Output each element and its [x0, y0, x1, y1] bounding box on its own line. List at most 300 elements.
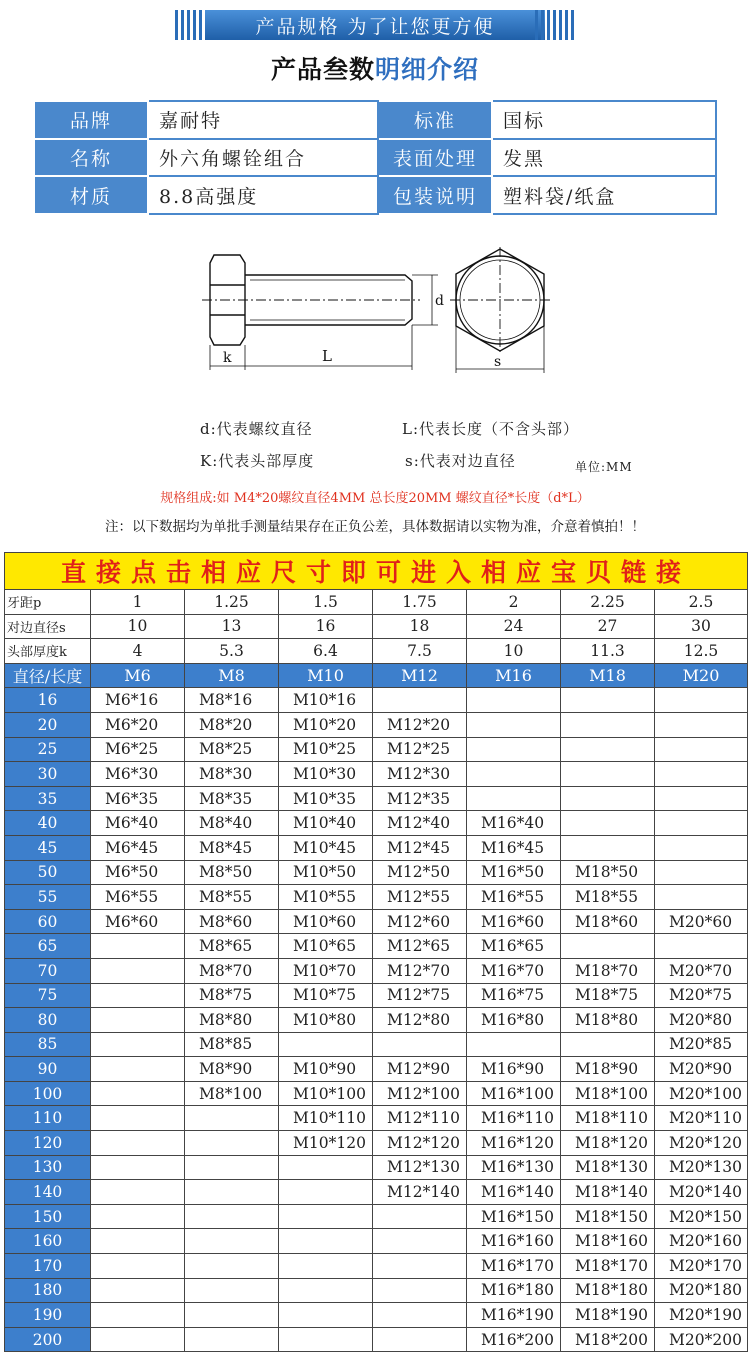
table-row — [5, 1254, 748, 1279]
head-height-value: 12.5 — [655, 639, 748, 664]
size-link-cell[interactable]: M20*85 — [655, 1032, 748, 1057]
size-link-cell[interactable]: M18*180 — [561, 1278, 655, 1303]
length-cell: 45 — [5, 835, 91, 860]
head-height-value: 10 — [467, 639, 561, 664]
across-flats-value: 30 — [655, 614, 748, 639]
head-height-label: 头部厚度k — [5, 639, 91, 664]
empty-cell — [561, 1032, 655, 1057]
table-row — [5, 737, 748, 762]
size-link-cell[interactable]: M8*80 — [185, 1008, 279, 1033]
pitch-value: 2.25 — [561, 590, 655, 615]
size-link-cell[interactable]: M6*25 — [91, 737, 185, 762]
empty-cell — [373, 1303, 467, 1328]
pitch-label: 牙距p — [5, 590, 91, 615]
spec-value: 8.8高强度 — [148, 176, 378, 214]
pitch-value: 1.5 — [279, 590, 373, 615]
title-part1: 产品叁数 — [270, 55, 375, 84]
across-flats-value: 13 — [185, 614, 279, 639]
size-link-cell[interactable]: M12*30 — [373, 762, 467, 787]
diameter-header[interactable]: M6 — [91, 663, 185, 688]
empty-cell — [467, 786, 561, 811]
size-link-cell[interactable]: M10*40 — [279, 811, 373, 836]
size-link-cell[interactable]: M12*20 — [373, 712, 467, 737]
length-cell: 75 — [5, 983, 91, 1008]
size-link-cell[interactable]: M10*30 — [279, 762, 373, 787]
size-link-cell[interactable]: M6*60 — [91, 909, 185, 934]
empty-cell — [561, 811, 655, 836]
size-link-cell[interactable]: M12*130 — [373, 1155, 467, 1180]
spec-format-note: 规格组成:如 M4*20螺纹直径4MM 总长度20MM 螺纹直径*长度（d*L） — [160, 491, 590, 506]
size-link-cell[interactable]: M12*65 — [373, 934, 467, 959]
empty-cell — [655, 885, 748, 910]
length-cell: 130 — [5, 1155, 91, 1180]
spec-value: 塑料袋/纸盒 — [492, 176, 716, 214]
table-row — [5, 1204, 748, 1229]
diameter-header[interactable]: M16 — [467, 663, 561, 688]
empty-cell — [279, 1204, 373, 1229]
across-flats-value: 27 — [561, 614, 655, 639]
size-link-cell[interactable]: M12*60 — [373, 909, 467, 934]
pitch-value: 2.5 — [655, 590, 748, 615]
size-link-cell[interactable]: M10*75 — [279, 983, 373, 1008]
length-cell: 100 — [5, 1081, 91, 1106]
empty-cell — [655, 786, 748, 811]
spec-value: 外六角螺铨组合 — [148, 139, 378, 177]
table-row — [5, 786, 748, 811]
table-row — [5, 934, 748, 959]
diameter-header[interactable]: M8 — [185, 663, 279, 688]
empty-cell — [561, 835, 655, 860]
size-link-cell[interactable]: M20*90 — [655, 1057, 748, 1082]
size-link-cell[interactable]: M18*130 — [561, 1155, 655, 1180]
size-link-cell[interactable]: M16*130 — [467, 1155, 561, 1180]
title-part2: 明细介绍 — [375, 55, 480, 84]
length-cell: 65 — [5, 934, 91, 959]
label-L: L — [322, 347, 332, 365]
length-cell: 120 — [5, 1131, 91, 1156]
head-height-value: 6.4 — [279, 639, 373, 664]
size-link-cell[interactable]: M18*200 — [561, 1327, 655, 1352]
size-link-cell[interactable]: M12*45 — [373, 835, 467, 860]
length-cell: 20 — [5, 712, 91, 737]
table-row — [5, 1057, 748, 1082]
size-link-cell[interactable]: M8*50 — [185, 860, 279, 885]
spec-key: 名称 — [34, 139, 148, 177]
size-link-cell[interactable]: M8*35 — [185, 786, 279, 811]
table-row — [5, 983, 748, 1008]
size-link-cell[interactable]: M6*35 — [91, 786, 185, 811]
size-link-cell[interactable]: M12*110 — [373, 1106, 467, 1131]
across-flats-value: 16 — [279, 614, 373, 639]
table-row — [5, 1081, 748, 1106]
pitch-value: 1.75 — [373, 590, 467, 615]
table-row — [5, 1303, 748, 1328]
table-row — [5, 909, 748, 934]
size-link-cell[interactable]: M20*160 — [655, 1229, 748, 1254]
empty-cell — [185, 1303, 279, 1328]
size-link-cell[interactable]: M12*25 — [373, 737, 467, 762]
page-title — [0, 50, 750, 86]
size-link-cell[interactable]: M6*55 — [91, 885, 185, 910]
size-link-cell[interactable]: M8*16 — [185, 688, 279, 713]
bolt-diagram — [200, 245, 560, 375]
table-row — [5, 811, 748, 836]
head-height-value: 4 — [91, 639, 185, 664]
size-link-cell[interactable]: M16*45 — [467, 835, 561, 860]
pitch-row — [5, 590, 748, 615]
spec-key: 表面处理 — [378, 139, 492, 177]
spec-key: 材质 — [34, 176, 148, 214]
size-link-cell[interactable]: M16*60 — [467, 909, 561, 934]
empty-cell — [373, 1204, 467, 1229]
empty-cell — [655, 934, 748, 959]
size-link-cell[interactable]: M6*40 — [91, 811, 185, 836]
table-header-text: 直接点击相应尺寸即可进入相应宝贝链接 — [5, 553, 748, 590]
size-link-cell[interactable]: M20*200 — [655, 1327, 748, 1352]
size-link-cell[interactable]: M12*40 — [373, 811, 467, 836]
spec-key: 包装说明 — [378, 176, 492, 214]
size-link-cell[interactable]: M16*75 — [467, 983, 561, 1008]
size-link-cell[interactable]: M16*80 — [467, 1008, 561, 1033]
size-link-cell[interactable]: M16*200 — [467, 1327, 561, 1352]
size-link-cell[interactable]: M10*90 — [279, 1057, 373, 1082]
empty-cell — [279, 1327, 373, 1352]
length-cell: 200 — [5, 1327, 91, 1352]
size-link-cell[interactable]: M16*190 — [467, 1303, 561, 1328]
size-link-cell[interactable]: M8*100 — [185, 1081, 279, 1106]
table-row — [5, 688, 748, 713]
empty-cell — [279, 1303, 373, 1328]
empty-cell — [185, 1278, 279, 1303]
empty-cell — [91, 1254, 185, 1279]
empty-cell — [91, 983, 185, 1008]
size-link-cell[interactable]: M8*55 — [185, 885, 279, 910]
legend-L: L:代表长度（不含头部） — [402, 420, 580, 438]
size-link-cell[interactable]: M6*20 — [91, 712, 185, 737]
size-link-cell[interactable]: M12*50 — [373, 860, 467, 885]
length-cell: 40 — [5, 811, 91, 836]
empty-cell — [373, 1229, 467, 1254]
size-link-cell[interactable]: M10*55 — [279, 885, 373, 910]
empty-cell — [655, 737, 748, 762]
size-link-cell[interactable]: M8*75 — [185, 983, 279, 1008]
size-link-cell[interactable]: M12*80 — [373, 1008, 467, 1033]
empty-cell — [185, 1327, 279, 1352]
length-cell: 80 — [5, 1008, 91, 1033]
size-link-cell[interactable]: M10*80 — [279, 1008, 373, 1033]
size-link-cell[interactable]: M10*65 — [279, 934, 373, 959]
size-link-cell[interactable]: M20*100 — [655, 1081, 748, 1106]
empty-cell — [185, 1229, 279, 1254]
table-row — [5, 762, 748, 787]
diameter-row — [5, 663, 748, 688]
size-link-cell[interactable]: M20*75 — [655, 983, 748, 1008]
empty-cell — [91, 934, 185, 959]
size-link-cell[interactable]: M10*120 — [279, 1131, 373, 1156]
banner-text: 产品规格 为了让您更方便 — [255, 15, 495, 38]
size-link-cell[interactable]: M18*75 — [561, 983, 655, 1008]
across-flats-value: 24 — [467, 614, 561, 639]
pitch-value: 2 — [467, 590, 561, 615]
size-link-cell[interactable]: M6*30 — [91, 762, 185, 787]
diameter-length-label: 直径/长度 — [5, 663, 91, 688]
size-link-cell[interactable]: M16*170 — [467, 1254, 561, 1279]
length-cell: 190 — [5, 1303, 91, 1328]
size-link-cell[interactable]: M18*190 — [561, 1303, 655, 1328]
size-link-cell[interactable]: M18*70 — [561, 958, 655, 983]
empty-cell — [91, 1229, 185, 1254]
empty-cell — [561, 934, 655, 959]
empty-cell — [655, 835, 748, 860]
empty-cell — [373, 1278, 467, 1303]
size-link-cell[interactable]: M8*90 — [185, 1057, 279, 1082]
head-height-value: 5.3 — [185, 639, 279, 664]
across-flats-value: 10 — [91, 614, 185, 639]
empty-cell — [467, 762, 561, 787]
size-link-cell[interactable]: M12*140 — [373, 1180, 467, 1205]
empty-cell — [279, 1180, 373, 1205]
size-link-cell[interactable]: M16*160 — [467, 1229, 561, 1254]
empty-cell — [561, 762, 655, 787]
size-link-cell[interactable]: M18*100 — [561, 1081, 655, 1106]
size-link-cell[interactable]: M18*90 — [561, 1057, 655, 1082]
empty-cell — [561, 786, 655, 811]
size-link-cell[interactable]: M10*25 — [279, 737, 373, 762]
size-link-cell[interactable]: M8*60 — [185, 909, 279, 934]
size-link-cell[interactable]: M6*45 — [91, 835, 185, 860]
empty-cell — [185, 1131, 279, 1156]
size-link-cell[interactable]: M18*150 — [561, 1204, 655, 1229]
size-link-cell[interactable]: M10*60 — [279, 909, 373, 934]
size-link-cell[interactable]: M16*100 — [467, 1081, 561, 1106]
diameter-header[interactable]: M18 — [561, 663, 655, 688]
empty-cell — [279, 1229, 373, 1254]
size-link-cell[interactable]: M16*150 — [467, 1204, 561, 1229]
legend-s: s:代表对边直径 — [405, 452, 516, 470]
size-link-cell[interactable]: M18*170 — [561, 1254, 655, 1279]
size-link-cell[interactable]: M12*90 — [373, 1057, 467, 1082]
size-link-cell[interactable]: M8*70 — [185, 958, 279, 983]
diameter-header[interactable]: M10 — [279, 663, 373, 688]
length-cell: 150 — [5, 1204, 91, 1229]
table-row — [5, 860, 748, 885]
empty-cell — [655, 860, 748, 885]
top-banner — [175, 8, 575, 42]
size-link-cell[interactable]: M6*16 — [91, 688, 185, 713]
length-cell: 35 — [5, 786, 91, 811]
size-link-cell[interactable]: M10*50 — [279, 860, 373, 885]
empty-cell — [373, 1327, 467, 1352]
pitch-value: 1.25 — [185, 590, 279, 615]
tolerance-note: 注：以下数据均为单批手测量结果存在正负公差，具体数据请以实物为准，介意着慎拍！！ — [105, 519, 645, 535]
size-link-cell[interactable]: M20*110 — [655, 1106, 748, 1131]
table-row — [5, 1032, 748, 1057]
size-link-cell[interactable]: M18*80 — [561, 1008, 655, 1033]
length-cell: 50 — [5, 860, 91, 885]
size-link-cell[interactable]: M10*100 — [279, 1081, 373, 1106]
size-link-cell[interactable]: M12*35 — [373, 786, 467, 811]
empty-cell — [279, 1254, 373, 1279]
size-link-cell[interactable]: M16*40 — [467, 811, 561, 836]
empty-cell — [279, 1155, 373, 1180]
empty-cell — [561, 737, 655, 762]
size-link-cell[interactable]: M8*20 — [185, 712, 279, 737]
empty-cell — [185, 1106, 279, 1131]
size-link-cell[interactable]: M16*55 — [467, 885, 561, 910]
length-cell: 90 — [5, 1057, 91, 1082]
empty-cell — [91, 1327, 185, 1352]
size-link-cell[interactable]: M16*180 — [467, 1278, 561, 1303]
label-d: d — [435, 293, 444, 309]
length-cell: 160 — [5, 1229, 91, 1254]
size-link-cell[interactable]: M20*150 — [655, 1204, 748, 1229]
size-link-cell[interactable]: M12*75 — [373, 983, 467, 1008]
size-link-cell[interactable]: M8*25 — [185, 737, 279, 762]
table-row — [5, 1278, 748, 1303]
label-k: k — [223, 350, 232, 366]
size-link-cell[interactable]: M12*70 — [373, 958, 467, 983]
size-link-cell[interactable]: M12*120 — [373, 1131, 467, 1156]
length-cell: 55 — [5, 885, 91, 910]
empty-cell — [467, 688, 561, 713]
empty-cell — [91, 1155, 185, 1180]
table-row — [5, 712, 748, 737]
size-link-cell[interactable]: M10*110 — [279, 1106, 373, 1131]
length-cell: 70 — [5, 958, 91, 983]
spec-row — [34, 139, 716, 177]
size-link-cell[interactable]: M16*50 — [467, 860, 561, 885]
size-link-cell[interactable]: M16*70 — [467, 958, 561, 983]
size-link-cell[interactable]: M6*50 — [91, 860, 185, 885]
length-cell: 180 — [5, 1278, 91, 1303]
size-link-cell[interactable]: M20*70 — [655, 958, 748, 983]
size-link-cell[interactable]: M10*16 — [279, 688, 373, 713]
empty-cell — [185, 1180, 279, 1205]
size-link-cell[interactable]: M20*120 — [655, 1131, 748, 1156]
empty-cell — [185, 1204, 279, 1229]
size-link-cell[interactable]: M8*40 — [185, 811, 279, 836]
empty-cell — [561, 688, 655, 713]
size-link-cell[interactable]: M20*60 — [655, 909, 748, 934]
empty-cell — [91, 1106, 185, 1131]
size-link-cell[interactable]: M18*120 — [561, 1131, 655, 1156]
size-link-cell[interactable]: M8*30 — [185, 762, 279, 787]
empty-cell — [373, 1254, 467, 1279]
legend-unit: 单位:MM — [575, 460, 633, 474]
size-link-cell[interactable]: M20*130 — [655, 1155, 748, 1180]
length-cell: 60 — [5, 909, 91, 934]
empty-cell — [91, 1278, 185, 1303]
table-row — [5, 1180, 748, 1205]
size-link-cell[interactable]: M16*90 — [467, 1057, 561, 1082]
size-link-cell[interactable]: M16*65 — [467, 934, 561, 959]
table-row — [5, 835, 748, 860]
length-cell: 30 — [5, 762, 91, 787]
size-link-cell[interactable]: M10*20 — [279, 712, 373, 737]
spec-table — [33, 100, 717, 215]
table-row — [5, 885, 748, 910]
size-link-cell[interactable]: M18*55 — [561, 885, 655, 910]
size-link-cell[interactable]: M18*160 — [561, 1229, 655, 1254]
pitch-value: 1 — [91, 590, 185, 615]
size-link-cell[interactable]: M18*140 — [561, 1180, 655, 1205]
empty-cell — [91, 1008, 185, 1033]
table-row — [5, 1327, 748, 1352]
label-s: s — [494, 354, 502, 370]
empty-cell — [655, 762, 748, 787]
length-cell: 110 — [5, 1106, 91, 1131]
size-link-cell[interactable]: M16*120 — [467, 1131, 561, 1156]
empty-cell — [467, 1032, 561, 1057]
spec-key: 品牌 — [34, 101, 148, 139]
empty-cell — [279, 1032, 373, 1057]
head-height-row — [5, 639, 748, 664]
size-link-cell[interactable]: M12*55 — [373, 885, 467, 910]
table-row — [5, 958, 748, 983]
size-link-cell[interactable]: M8*45 — [185, 835, 279, 860]
spec-key: 标准 — [378, 101, 492, 139]
size-link-cell[interactable]: M20*80 — [655, 1008, 748, 1033]
size-link-cell[interactable]: M8*65 — [185, 934, 279, 959]
table-header-row — [5, 553, 748, 590]
size-link-cell[interactable]: M18*60 — [561, 909, 655, 934]
size-link-cell[interactable]: M20*170 — [655, 1254, 748, 1279]
size-link-cell[interactable]: M10*45 — [279, 835, 373, 860]
size-link-cell[interactable]: M16*140 — [467, 1180, 561, 1205]
empty-cell — [91, 1131, 185, 1156]
head-height-value: 7.5 — [373, 639, 467, 664]
empty-cell — [655, 811, 748, 836]
size-link-cell[interactable]: M20*140 — [655, 1180, 748, 1205]
empty-cell — [655, 688, 748, 713]
size-link-cell[interactable]: M10*70 — [279, 958, 373, 983]
spec-value: 嘉耐特 — [148, 101, 378, 139]
empty-cell — [561, 712, 655, 737]
empty-cell — [373, 688, 467, 713]
size-link-cell[interactable]: M20*180 — [655, 1278, 748, 1303]
table-row — [5, 1008, 748, 1033]
length-cell: 16 — [5, 688, 91, 713]
empty-cell — [467, 737, 561, 762]
length-cell: 85 — [5, 1032, 91, 1057]
empty-cell — [91, 1032, 185, 1057]
size-link-cell[interactable]: M12*100 — [373, 1081, 467, 1106]
empty-cell — [373, 1032, 467, 1057]
size-link-cell[interactable]: M8*85 — [185, 1032, 279, 1057]
size-link-cell[interactable]: M10*35 — [279, 786, 373, 811]
diameter-header[interactable]: M12 — [373, 663, 467, 688]
empty-cell — [91, 1303, 185, 1328]
diameter-header[interactable]: M20 — [655, 663, 748, 688]
table-row — [5, 1155, 748, 1180]
empty-cell — [185, 1254, 279, 1279]
across-flats-label: 对边直径s — [5, 614, 91, 639]
spec-value: 国标 — [492, 101, 716, 139]
size-link-cell[interactable]: M18*50 — [561, 860, 655, 885]
empty-cell — [91, 1180, 185, 1205]
size-link-cell[interactable]: M16*110 — [467, 1106, 561, 1131]
size-link-cell[interactable]: M20*190 — [655, 1303, 748, 1328]
empty-cell — [91, 1081, 185, 1106]
length-cell: 170 — [5, 1254, 91, 1279]
empty-cell — [91, 1204, 185, 1229]
empty-cell — [91, 958, 185, 983]
size-link-cell[interactable]: M18*110 — [561, 1106, 655, 1131]
length-cell: 140 — [5, 1180, 91, 1205]
empty-cell — [655, 712, 748, 737]
spec-value: 发黑 — [492, 139, 716, 177]
table-row — [5, 1106, 748, 1131]
